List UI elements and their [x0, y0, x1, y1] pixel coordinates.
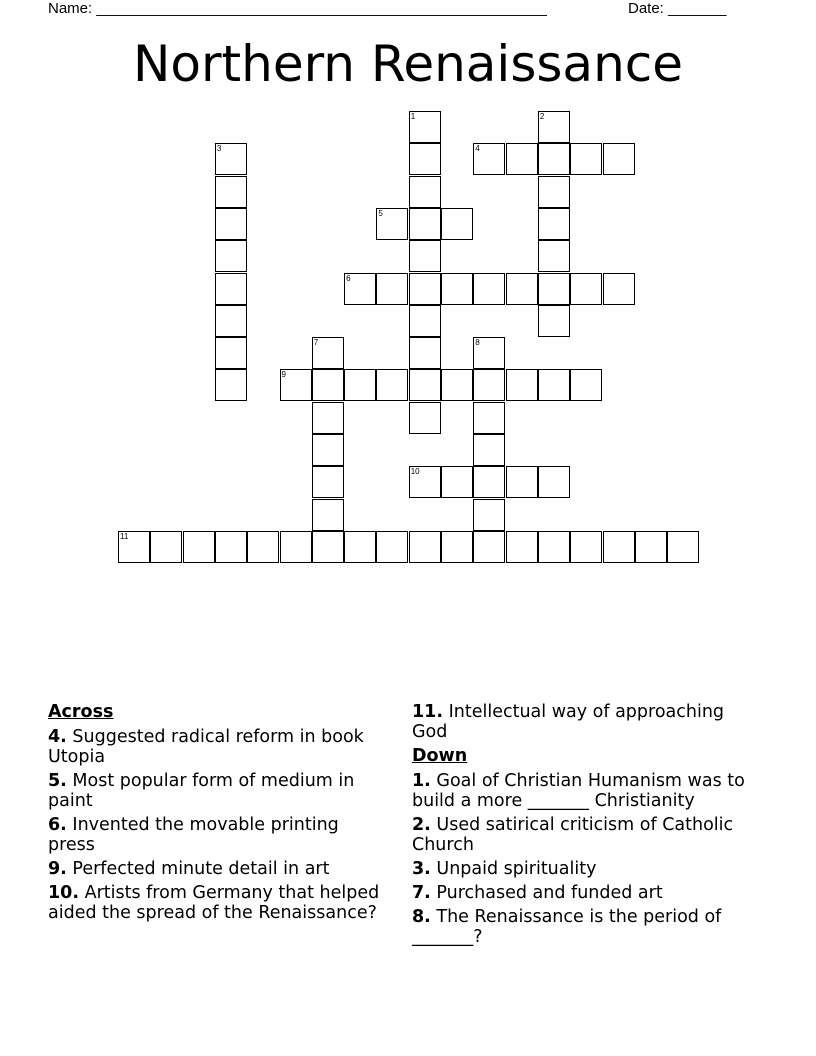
crossword-cell[interactable] [473, 273, 505, 305]
clue-number: 1. [412, 771, 431, 791]
crossword-cell[interactable] [506, 466, 538, 498]
cell-number: 2 [539, 112, 545, 121]
clue-text: Purchased and funded art [436, 883, 663, 903]
crossword-cell[interactable] [570, 531, 602, 563]
clue-text: Most popular form of medium in paint [48, 771, 355, 811]
cell-number: 7 [313, 338, 319, 348]
name-field-label: Name: ______________________________________________________ [48, 0, 547, 17]
crossword-cell[interactable] [376, 369, 408, 401]
crossword-cell[interactable] [538, 305, 570, 337]
crossword-cell[interactable] [538, 466, 570, 498]
clue-down-8 [412, 907, 762, 947]
crossword-cell[interactable] [215, 143, 247, 175]
clue-across-6 [48, 815, 388, 855]
cell-number: 8 [475, 338, 480, 348]
crossword-cell[interactable] [603, 531, 635, 563]
crossword-cell[interactable] [603, 143, 635, 175]
clue-text: Used satirical criticism of Catholic Church [412, 815, 734, 855]
date-field-label: Date: _______ [628, 0, 727, 17]
crossword-cell[interactable] [473, 143, 505, 175]
page-title: Northern Renaissance [132, 35, 684, 93]
crossword-cell[interactable] [570, 369, 602, 401]
clue-number: 10. [48, 883, 80, 903]
crossword-cell[interactable] [280, 369, 312, 401]
crossword-cell[interactable] [473, 434, 505, 466]
crossword-cell[interactable] [344, 369, 376, 401]
crossword-cell[interactable] [441, 531, 473, 563]
clue-number: 3. [412, 859, 431, 879]
crossword-cell[interactable] [473, 531, 505, 563]
crossword-cell[interactable] [409, 208, 441, 240]
clue-text: Invented the movable printing press [48, 815, 339, 855]
crossword-cell[interactable] [215, 369, 247, 401]
clue-text: Goal of Christian Humanism was to build a more _______ Christianity [412, 771, 745, 811]
clue-across-5 [48, 771, 388, 811]
clues-column-left [48, 702, 388, 927]
crossword-cell[interactable] [409, 111, 441, 143]
crossword-cell[interactable] [183, 531, 215, 563]
clue-number: 11. [412, 702, 444, 722]
clue-across-11 [412, 702, 762, 742]
crossword-cell[interactable] [215, 305, 247, 337]
crossword-cell[interactable] [538, 111, 570, 143]
crossword-cell[interactable] [312, 402, 344, 434]
clue-across-4 [48, 727, 388, 767]
crossword-cell[interactable] [344, 531, 376, 563]
crossword-cell[interactable] [538, 369, 570, 401]
crossword-cell[interactable] [312, 369, 344, 401]
crossword-cell[interactable] [473, 499, 505, 531]
clue-down-3 [412, 859, 762, 879]
cell-number: 10 [410, 467, 420, 477]
clue-number: 9. [48, 859, 67, 879]
crossword-cell[interactable] [344, 273, 376, 305]
crossword-cell[interactable] [441, 208, 473, 240]
cell-number: 3 [216, 144, 222, 154]
crossword-cell[interactable] [409, 273, 441, 305]
clue-number: 2. [412, 815, 431, 835]
crossword-cell[interactable] [473, 337, 505, 369]
cell-number: 1 [410, 112, 416, 121]
crossword-cell[interactable] [538, 240, 570, 272]
cell-number: 9 [281, 370, 286, 380]
crossword-cell[interactable] [215, 531, 247, 563]
crossword-cell[interactable] [506, 369, 538, 401]
crossword-cell[interactable] [215, 176, 247, 208]
clue-down-1 [412, 771, 762, 811]
crossword-cell[interactable] [441, 466, 473, 498]
crossword-cell[interactable] [312, 466, 344, 498]
crossword-cell[interactable] [570, 273, 602, 305]
clue-text: Unpaid spirituality [436, 859, 597, 879]
clue-across-9 [48, 859, 388, 879]
clue-number: 6. [48, 815, 67, 835]
crossword-cell[interactable] [538, 143, 570, 175]
down-heading: Down [412, 746, 468, 766]
clue-text: The Renaissance is the period of _______? [412, 907, 722, 947]
crossword-cell[interactable] [538, 176, 570, 208]
crossword-cell[interactable] [247, 531, 279, 563]
clue-number: 5. [48, 771, 67, 791]
crossword-cell[interactable] [280, 531, 312, 563]
clue-text: Perfected minute detail in art [72, 859, 330, 879]
crossword-cell[interactable] [409, 402, 441, 434]
crossword-cell[interactable] [118, 531, 150, 563]
clue-number: 4. [48, 727, 67, 747]
crossword-cell[interactable] [635, 531, 667, 563]
crossword-cell[interactable] [409, 176, 441, 208]
crossword-cell[interactable] [506, 143, 538, 175]
crossword-cell[interactable] [215, 337, 247, 369]
crossword-cell[interactable] [376, 531, 408, 563]
crossword-cell[interactable] [376, 273, 408, 305]
crossword-cell[interactable] [506, 273, 538, 305]
crossword-cell[interactable] [473, 466, 505, 498]
cell-number: 4 [475, 144, 480, 154]
cell-number: 5 [378, 208, 383, 218]
clue-text: Intellectual way of approaching God [412, 702, 725, 742]
clue-text: Suggested radical reform in book Utopia [48, 727, 364, 767]
crossword-cell[interactable] [538, 531, 570, 563]
clue-text: Artists from Germany that helped aided the spread of the Renaissance? [48, 883, 380, 923]
clue-number: 7. [412, 883, 431, 903]
crossword-cell[interactable] [409, 337, 441, 369]
crossword-cell[interactable] [409, 240, 441, 272]
crossword-cell[interactable] [409, 305, 441, 337]
crossword-cell[interactable] [570, 143, 602, 175]
clue-number: 8. [412, 907, 431, 927]
crossword-cell[interactable] [215, 240, 247, 272]
crossword-cell[interactable] [603, 273, 635, 305]
clue-down-7 [412, 883, 762, 903]
crossword-cell[interactable] [441, 369, 473, 401]
crossword-cell[interactable] [312, 434, 344, 466]
across-heading: Across [48, 702, 114, 722]
crossword-cell[interactable] [215, 273, 247, 305]
crossword-cell[interactable] [409, 531, 441, 563]
crossword-cell[interactable] [409, 369, 441, 401]
cell-number: 6 [346, 273, 351, 283]
crossword-cell[interactable] [215, 208, 247, 240]
clues-column-right [412, 702, 762, 951]
crossword-cell[interactable] [667, 531, 699, 563]
crossword-cell[interactable] [538, 208, 570, 240]
crossword-cell[interactable] [312, 337, 344, 369]
crossword-cell[interactable] [473, 402, 505, 434]
clue-down-2 [412, 815, 762, 855]
crossword-cell[interactable] [376, 208, 408, 240]
crossword-cell[interactable] [409, 143, 441, 175]
crossword-cell[interactable] [312, 499, 344, 531]
crossword-cell[interactable] [441, 273, 473, 305]
crossword-cell[interactable] [312, 531, 344, 563]
crossword-cell[interactable] [409, 466, 441, 498]
crossword-cell[interactable] [538, 273, 570, 305]
crossword-cell[interactable] [150, 531, 182, 563]
crossword-cell[interactable] [506, 531, 538, 563]
crossword-cell[interactable] [473, 369, 505, 401]
clue-across-10 [48, 883, 388, 923]
cell-number: 11 [120, 531, 129, 541]
